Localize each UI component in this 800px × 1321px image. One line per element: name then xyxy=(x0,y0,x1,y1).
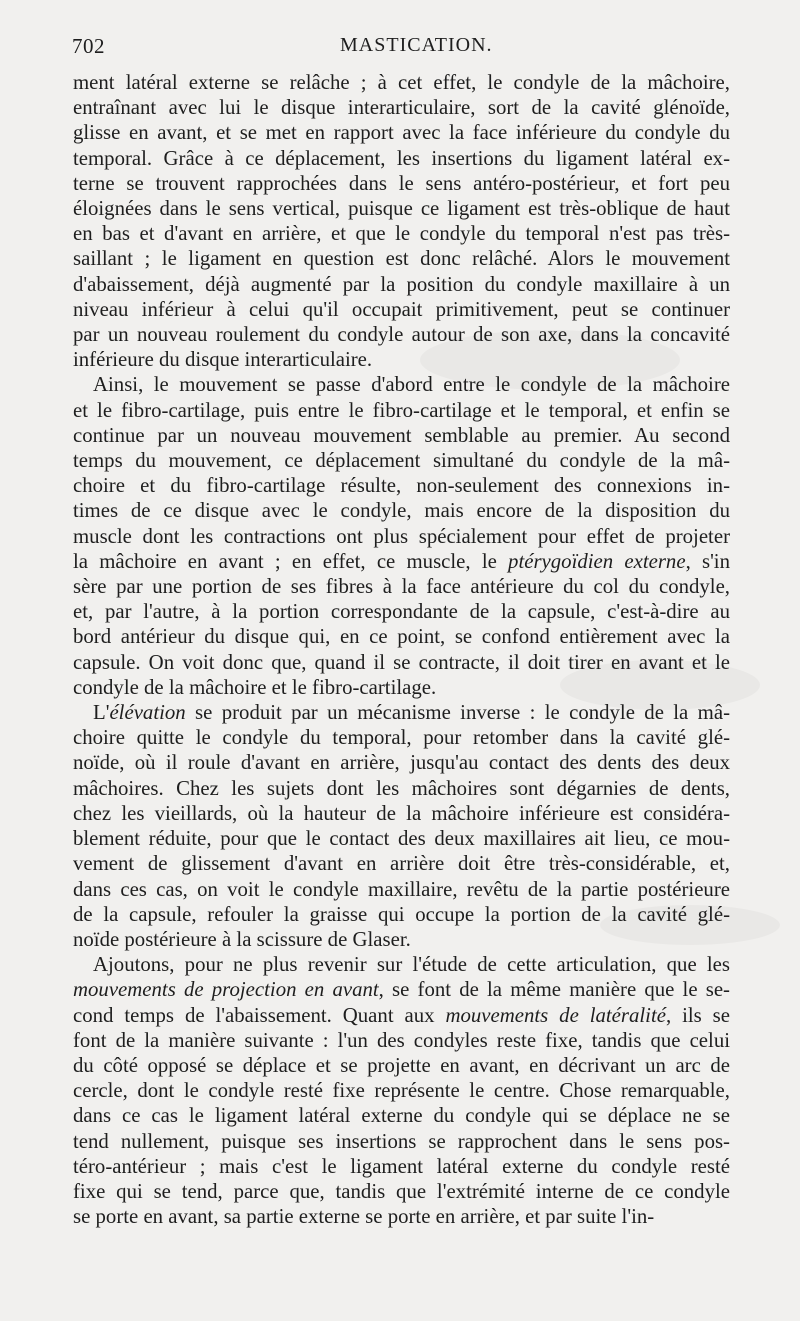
text-line: téro-antérieur ; mais c'est le ligament latéral externe du condyle resté xyxy=(73,1154,730,1178)
text-line: la mâchoire en avant ; en effet, ce muscle, le ptérygoïdien externe, s'in xyxy=(73,549,730,573)
text-line: sère par une portion de ses fibres à la face antérieure du col du condyle, xyxy=(73,575,730,599)
text-line: de la capsule, refouler la graisse qui occupe la portion de la cavité glé- xyxy=(73,902,730,926)
text-line: et, par l'autre, à la portion correspondante de la capsule, c'est-à-dire au xyxy=(73,600,730,624)
text-line: en bas et d'avant en arrière, et que le condyle du temporal n'est pas très- xyxy=(73,222,730,246)
text-line: tend nullement, puisque ses insertions se rapprochent dans le sens pos- xyxy=(73,1129,730,1153)
text-line: font de la manière suivante : l'un des condyles reste fixe, tandis que celui xyxy=(73,1028,730,1052)
text-line: condyle de la mâchoire et le fibro-cartilage. xyxy=(73,675,437,699)
text-line: mouvements de projection en avant, se font de la même manière que le se- xyxy=(73,978,730,1002)
text-line: Ainsi, le mouvement se passe d'abord entre le condyle de la mâchoire xyxy=(93,373,730,397)
text-line: d'abaissement, déjà augmenté par la position du condyle maxillaire à un xyxy=(73,272,730,296)
text-line: cond temps de l'abaissement. Quant aux mouvements de latéralité, ils se xyxy=(73,1003,730,1027)
text-line: niveau inférieur à celui qu'il occupait primitivement, peut se continuer xyxy=(73,297,730,321)
text-line: blement réduite, pour que le contact des deux maxillaires ait lieu, ce mou- xyxy=(73,827,730,851)
text-line: continue par un nouveau mouvement semblable au premier. Au second xyxy=(73,423,730,447)
text-line: temporal. Grâce à ce déplacement, les insertions du ligament latéral ex- xyxy=(73,146,730,170)
text-line: glisse en avant, et se met en rapport avec la face inférieure du condyle du xyxy=(73,121,730,145)
text-line: entraînant avec lui le disque interarticulaire, sort de la cavité glénoïde, xyxy=(73,96,730,120)
text-line: L'élévation se produit par un mécanisme inverse : le condyle de la mâ- xyxy=(93,701,730,725)
text-line: cercle, dont le condyle resté fixe représente le centre. Chose remarquable, xyxy=(73,1079,730,1103)
text-line: par un nouveau roulement du condyle autour de son axe, dans la concavité xyxy=(73,323,730,347)
text-line: ment latéral externe se relâche ; à cet effet, le condyle de la mâchoire, xyxy=(73,71,730,94)
text-line: dans ces cas, on voit le condyle maxillaire, revêtu de la partie postérieure xyxy=(73,877,730,901)
text-line: fixe qui se tend, parce que, tandis que l'extrémité interne de ce condyle xyxy=(73,1179,730,1203)
text-line: Ajoutons, pour ne plus revenir sur l'étude de cette articulation, que les xyxy=(93,953,730,977)
text-line: se porte en avant, sa partie externe se porte en arrière, et par suite l'in- xyxy=(73,1205,655,1229)
running-title: MASTICATION. xyxy=(340,34,493,56)
text-line: capsule. On voit donc que, quand il se contracte, il doit tirer en avant et le xyxy=(73,650,730,674)
text-line: noïde postérieure à la scissure de Glaser. xyxy=(73,927,411,951)
text-line: du côté opposé se déplace et se projette en avant, en décrivant un arc de xyxy=(73,1053,730,1077)
text-line: et le fibro-cartilage, puis entre le fibro-cartilage et le temporal, et enfin se xyxy=(73,398,730,422)
text-line: dans ce cas le ligament latéral externe du condyle qui se déplace ne se xyxy=(73,1104,730,1128)
text-line: times de ce disque avec le condyle, mais encore de la disposition du xyxy=(73,499,730,523)
paragraph xyxy=(73,700,730,952)
text-line: mâchoires. Chez les sujets dont les mâchoires sont dégarnies de dents, xyxy=(73,776,730,800)
text-line: vement de glissement d'avant en arrière doit être très-considérable, et, xyxy=(73,852,730,876)
text-line: saillant ; le ligament en question est donc relâché. Alors le mouvement xyxy=(73,247,730,271)
page-number: 702 xyxy=(72,34,105,58)
paragraph xyxy=(73,70,730,372)
text-line: noïde, où il roule d'avant en arrière, jusqu'au contact des dents des deux xyxy=(73,751,730,775)
text-line: choire et du fibro-cartilage résulte, non-seulement des connexions in- xyxy=(73,474,730,498)
paragraph xyxy=(73,952,730,1229)
text-line: temps du mouvement, ce déplacement simultané du condyle de la mâ- xyxy=(73,449,730,473)
page-header xyxy=(72,34,732,60)
text-line: chez les vieillards, où la hauteur de la mâchoire inférieure est considéra- xyxy=(73,801,730,825)
text-line: inférieure du disque interarticulaire. xyxy=(73,348,373,372)
body-text xyxy=(73,70,730,1229)
text-line: choire quitte le condyle du temporal, pour retomber dans la cavité glé- xyxy=(73,726,730,750)
text-line: muscle dont les contractions ont plus spécialement pour effet de projeter xyxy=(73,524,730,548)
paragraph xyxy=(73,372,730,700)
text-line: éloignées dans le sens vertical, puisque ce ligament est très-oblique de haut xyxy=(73,197,730,221)
text-line: terne se trouvent rapprochées dans le sens antéro-postérieur, et fort peu xyxy=(73,171,730,195)
text-line: bord antérieur du disque qui, en ce point, se confond entièrement avec la xyxy=(73,625,730,649)
